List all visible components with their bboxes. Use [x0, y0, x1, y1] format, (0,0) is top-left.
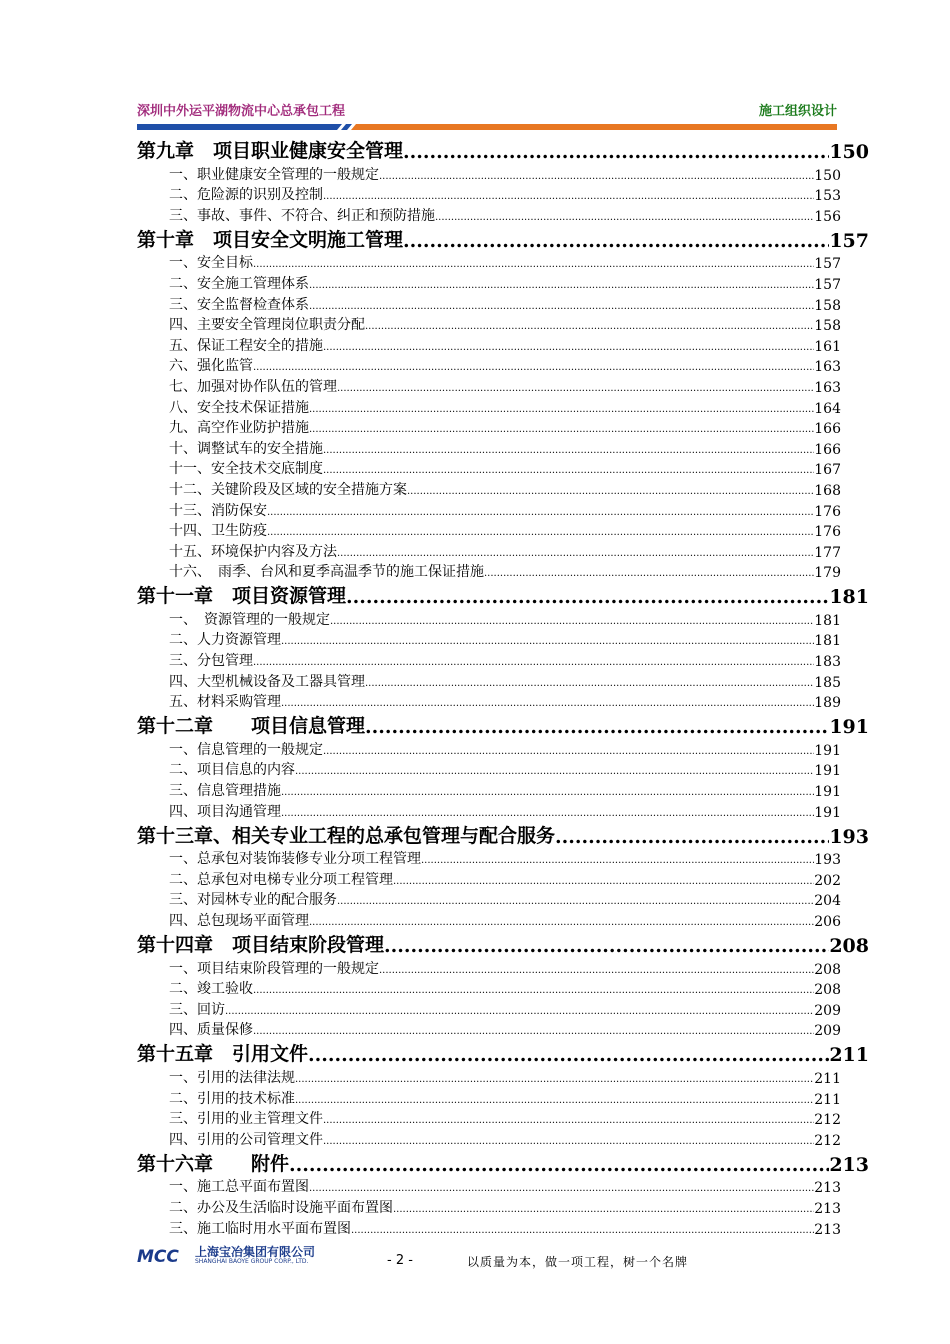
- mcc-logo-icon: [137, 1244, 187, 1266]
- toc-leader-dots: [295, 1073, 814, 1087]
- toc-chapter-title: 第十二章 项目信息管理: [137, 715, 366, 738]
- toc-chapter-title: 第九章 项目职业健康安全管理: [137, 140, 404, 162]
- toc-item-title: 三、分包管理: [169, 653, 253, 670]
- toc-leader-dots: [346, 586, 829, 608]
- page-number: - 2 -: [387, 1253, 413, 1268]
- toc-chapter-page: 208: [829, 935, 869, 957]
- toc-item-page: 168: [814, 482, 841, 499]
- toc-chapter[interactable]: [137, 1149, 869, 1176]
- toc-leader-dots: [323, 444, 814, 458]
- toc-item-page: 211: [814, 1070, 841, 1087]
- toc-leader-dots: [309, 1182, 814, 1196]
- toc-item-page: 191: [814, 742, 841, 759]
- toc-item[interactable]: [169, 691, 841, 712]
- toc-chapter-page: 181: [829, 586, 869, 609]
- toc-chapter[interactable]: [137, 711, 869, 738]
- toc-leader-dots: [403, 141, 829, 163]
- toc-chapter-title: 第十六章 附件: [137, 1152, 290, 1175]
- toc-item-title: 四、大型机械设备及工器具管理: [169, 673, 365, 690]
- toc-item[interactable]: [169, 540, 841, 561]
- toc-item-title: 五、保证工程安全的措施: [169, 337, 323, 354]
- toc-item-page: 204: [814, 893, 841, 910]
- toc-leader-dots: [281, 635, 814, 649]
- toc-chapter[interactable]: [137, 136, 869, 163]
- toc-item-title: 一、引用的法律法规: [169, 1069, 295, 1086]
- toc-item[interactable]: [169, 889, 841, 910]
- toc-item-title: 五、材料采购管理: [169, 694, 281, 711]
- toc-leader-dots: [267, 506, 814, 520]
- toc-leader-dots: [309, 403, 814, 417]
- toc-item[interactable]: [169, 204, 841, 225]
- toc-leader-dots: [403, 230, 829, 252]
- toc-leader-dots: [365, 677, 814, 691]
- toc-item-title: 二、引用的技术标准: [169, 1090, 295, 1107]
- toc-item[interactable]: [169, 184, 841, 205]
- toc-item-title: 三、回访: [169, 1001, 225, 1018]
- toc-item-page: 183: [814, 654, 841, 671]
- toc-item[interactable]: [169, 293, 841, 314]
- toc-item-title: 十三、消防保安: [169, 502, 267, 519]
- toc-item[interactable]: [169, 779, 841, 800]
- toc-item[interactable]: [169, 417, 841, 438]
- toc-leader-dots: [281, 807, 814, 821]
- toc-item-title: 一、职业健康安全管理的一般规定: [169, 166, 379, 183]
- toc-item-page: 189: [814, 695, 841, 712]
- toc-item-title: 三、施工临时用水平面布置图: [169, 1220, 351, 1237]
- toc-leader-dots: [323, 1114, 814, 1128]
- company-logo: [137, 1244, 337, 1268]
- header-rule: [137, 124, 837, 130]
- toc-item-title: 二、竣工验收: [169, 981, 253, 998]
- toc-leader-dots: [295, 1094, 814, 1108]
- toc-leader-dots: [253, 984, 814, 998]
- toc-item-title: 一、施工总平面布置图: [169, 1179, 309, 1196]
- toc-item-page: 164: [814, 400, 841, 417]
- toc-leader-dots: [309, 300, 814, 314]
- toc-item-page: 153: [814, 188, 841, 205]
- toc-item-page: 166: [814, 441, 841, 458]
- toc-leader-dots: [309, 916, 814, 930]
- toc-leader-dots: [351, 1224, 814, 1238]
- toc-item-page: 167: [814, 462, 841, 479]
- toc-item[interactable]: [169, 499, 841, 520]
- toc-item[interactable]: [169, 909, 841, 930]
- toc-item-title: 四、引用的公司管理文件: [169, 1131, 323, 1148]
- toc-item-title: 二、人力资源管理: [169, 632, 281, 649]
- toc-item[interactable]: [169, 1108, 841, 1129]
- page-footer: [137, 1240, 837, 1270]
- svg-text:MCC: MCC: [137, 1247, 179, 1266]
- toc-item-title: 一、项目结束阶段管理的一般规定: [169, 960, 379, 977]
- toc-item[interactable]: [169, 437, 841, 458]
- toc-leader-dots: [309, 279, 814, 293]
- toc-item-page: 176: [814, 524, 841, 541]
- table-of-contents: [137, 136, 869, 1238]
- toc-item-page: 202: [814, 872, 841, 889]
- toc-chapter-page: 211: [829, 1044, 869, 1067]
- toc-item-page: 209: [814, 1002, 841, 1019]
- toc-item-title: 二、办公及生活临时设施平面布置图: [169, 1199, 393, 1216]
- toc-leader-dots: [379, 170, 814, 184]
- project-title: 深圳中外运平湖物流中心总承包工程: [137, 104, 346, 119]
- toc-leader-dots: [393, 1203, 814, 1217]
- toc-item-title: 一、总承包对装饰装修专业分项工程管理: [169, 851, 421, 868]
- toc-item[interactable]: [169, 1128, 841, 1149]
- toc-leader-dots: [323, 341, 814, 355]
- toc-leader-dots: [225, 1005, 814, 1019]
- toc-item-page: 181: [814, 633, 841, 650]
- toc-item-title: 二、项目信息的内容: [169, 762, 295, 779]
- toc-item[interactable]: [169, 1217, 841, 1238]
- toc-item-title: 四、质量保修: [169, 1022, 253, 1039]
- toc-item-title: 三、事故、事件、不符合、纠正和预防措施: [169, 207, 435, 224]
- toc-item-title: 九、高空作业防护措施: [169, 420, 309, 437]
- toc-item-page: 213: [814, 1221, 841, 1238]
- toc-item[interactable]: [169, 272, 841, 293]
- toc-leader-dots: [289, 1154, 829, 1176]
- toc-leader-dots: [323, 745, 814, 759]
- toc-item-title: 一、 资源管理的一般规定: [169, 611, 330, 628]
- toc-item[interactable]: [169, 1196, 841, 1217]
- toc-leader-dots: [365, 716, 829, 738]
- toc-item-page: 179: [814, 565, 841, 582]
- toc-chapter-title: 第十四章 项目结束阶段管理: [137, 934, 385, 956]
- toc-chapter[interactable]: [137, 581, 869, 608]
- toc-item-title: 三、信息管理措施: [169, 783, 281, 800]
- toc-item[interactable]: [169, 978, 841, 999]
- toc-item-page: 156: [814, 208, 841, 225]
- toc-leader-dots: [379, 964, 814, 978]
- toc-chapter-title: 第十章 项目安全文明施工管理: [137, 228, 404, 251]
- toc-item-page: 177: [814, 544, 841, 561]
- toc-item[interactable]: [169, 396, 841, 417]
- toc-leader-dots: [323, 464, 814, 478]
- toc-leader-dots: [384, 935, 829, 957]
- toc-chapter[interactable]: [137, 930, 869, 957]
- toc-item[interactable]: [169, 1176, 841, 1197]
- toc-item[interactable]: [169, 1066, 841, 1087]
- toc-item-page: 213: [814, 1200, 841, 1217]
- toc-item[interactable]: [169, 334, 841, 355]
- toc-chapter-page: 193: [829, 825, 869, 848]
- toc-chapter-page: 150: [829, 141, 869, 163]
- toc-item-title: 一、安全目标: [169, 255, 253, 272]
- document-title: 施工组织设计: [758, 104, 837, 119]
- toc-item-page: 185: [814, 674, 841, 691]
- toc-leader-dots: [484, 567, 814, 581]
- toc-item-title: 三、安全监督检查体系: [169, 296, 309, 313]
- toc-item-title: 三、对园林专业的配合服务: [169, 892, 337, 909]
- toc-item[interactable]: [169, 458, 841, 479]
- toc-item-page: 150: [814, 167, 841, 184]
- toc-item-page: 181: [814, 612, 841, 629]
- toc-item[interactable]: [169, 800, 841, 821]
- toc-chapter-title: 第十三章、相关专业工程的总承包管理与配合服务: [137, 824, 556, 847]
- toc-item[interactable]: [169, 649, 841, 670]
- toc-leader-dots: [281, 786, 814, 800]
- toc-item[interactable]: [169, 1087, 841, 1108]
- toc-item[interactable]: [169, 478, 841, 499]
- toc-item[interactable]: [169, 163, 841, 184]
- toc-item-title: 二、危险源的识别及控制: [169, 187, 323, 204]
- toc-item[interactable]: [169, 561, 841, 582]
- toc-item-page: 166: [814, 421, 841, 438]
- toc-chapter-title: 第十一章 项目资源管理: [137, 585, 347, 608]
- toc-item[interactable]: [169, 848, 841, 869]
- toc-item[interactable]: [169, 957, 841, 978]
- toc-item-title: 四、总包现场平面管理: [169, 913, 309, 929]
- toc-item[interactable]: [169, 868, 841, 889]
- toc-item[interactable]: [169, 998, 841, 1019]
- toc-chapter-page: 157: [829, 229, 869, 252]
- toc-item-page: 206: [814, 914, 841, 930]
- toc-item-page: 191: [814, 763, 841, 780]
- toc-leader-dots: [407, 485, 814, 499]
- toc-item-title: 四、主要安全管理岗位职责分配: [169, 317, 365, 334]
- toc-item[interactable]: [169, 520, 841, 541]
- toc-item[interactable]: [169, 252, 841, 273]
- toc-item-page: 191: [814, 784, 841, 801]
- page-header: [137, 96, 837, 130]
- toc-leader-dots: [421, 854, 814, 868]
- toc-item-title: 一、信息管理的一般规定: [169, 741, 323, 758]
- toc-item-title: 十二、关键阶段及区域的安全措施方案: [169, 481, 407, 498]
- toc-leader-dots: [281, 697, 814, 711]
- toc-leader-dots: [393, 875, 814, 889]
- toc-leader-dots: [253, 1025, 814, 1039]
- toc-leader-dots: [267, 526, 814, 540]
- toc-item-page: 212: [814, 1112, 841, 1129]
- toc-item[interactable]: [169, 355, 841, 376]
- toc-leader-dots: [337, 895, 814, 909]
- toc-item-page: 157: [814, 256, 841, 273]
- toc-item[interactable]: [169, 670, 841, 691]
- toc-leader-dots: [253, 258, 814, 272]
- toc-item-title: 七、加强对协作队伍的管理: [169, 378, 337, 395]
- toc-leader-dots: [337, 547, 814, 561]
- toc-item-title: 十六、 雨季、台风和夏季高温季节的施工保证措施: [169, 564, 484, 581]
- toc-item-page: 212: [814, 1132, 841, 1149]
- toc-item[interactable]: [169, 1019, 841, 1040]
- company-name-en: SHANGHAI BAOYE GROUP CORP., LTD.: [195, 1258, 309, 1265]
- toc-leader-dots: [555, 826, 829, 848]
- toc-leader-dots: [253, 361, 814, 375]
- toc-item-page: 191: [814, 804, 841, 821]
- toc-item-title: 三、引用的业主管理文件: [169, 1111, 323, 1128]
- toc-item-page: 208: [814, 982, 841, 999]
- toc-item-title: 十五、环境保护内容及方法: [169, 543, 337, 560]
- toc-leader-dots: [323, 1135, 814, 1149]
- toc-item[interactable]: [169, 608, 841, 629]
- toc-item-page: 193: [814, 852, 841, 869]
- toc-leader-dots: [330, 615, 814, 629]
- toc-item[interactable]: [169, 738, 841, 759]
- toc-leader-dots: [308, 1044, 829, 1066]
- toc-leader-dots: [253, 656, 814, 670]
- toc-chapter-page: 213: [829, 1153, 869, 1176]
- toc-item-page: 158: [814, 297, 841, 314]
- toc-item[interactable]: [169, 629, 841, 650]
- toc-item-page: 213: [814, 1180, 841, 1197]
- toc-chapter-title: 第十五章 引用文件: [137, 1043, 309, 1066]
- toc-chapter-page: 191: [829, 716, 869, 739]
- toc-item-page: 157: [814, 276, 841, 293]
- toc-chapter[interactable]: [137, 821, 869, 848]
- toc-item[interactable]: [169, 314, 841, 335]
- footer-slogan: 以质量为本，做一项工程，树一个名牌: [467, 1255, 689, 1269]
- toc-item-title: 十、调整试车的安全措施: [169, 440, 323, 457]
- toc-item-title: 六、强化监管: [169, 358, 253, 375]
- toc-chapter[interactable]: [137, 225, 869, 252]
- toc-item-title: 四、项目沟通管理: [169, 803, 281, 820]
- toc-leader-dots: [323, 190, 814, 204]
- toc-item-page: 163: [814, 359, 841, 376]
- toc-item-page: 208: [814, 961, 841, 978]
- toc-leader-dots: [435, 211, 814, 225]
- company-name-cn: 上海宝冶集团有限公司: [195, 1245, 316, 1259]
- toc-leader-dots: [309, 423, 814, 437]
- toc-item[interactable]: [169, 759, 841, 780]
- toc-leader-dots: [337, 382, 814, 396]
- toc-leader-dots: [365, 320, 814, 334]
- toc-item[interactable]: [169, 375, 841, 396]
- toc-leader-dots: [295, 765, 814, 779]
- toc-item-page: 176: [814, 503, 841, 520]
- toc-item-page: 161: [814, 338, 841, 355]
- toc-item-page: 158: [814, 318, 841, 335]
- toc-item-title: 十一、安全技术交底制度: [169, 461, 323, 478]
- toc-item-title: 十四、卫生防疫: [169, 523, 267, 540]
- toc-item-page: 163: [814, 379, 841, 396]
- toc-chapter[interactable]: [137, 1039, 869, 1066]
- toc-item-title: 八、安全技术保证措施: [169, 399, 309, 416]
- toc-item-title: 二、总承包对电梯专业分项工程管理: [169, 871, 393, 888]
- toc-item-title: 二、安全施工管理体系: [169, 275, 309, 292]
- toc-item-page: 211: [814, 1091, 841, 1108]
- toc-item-page: 209: [814, 1023, 841, 1040]
